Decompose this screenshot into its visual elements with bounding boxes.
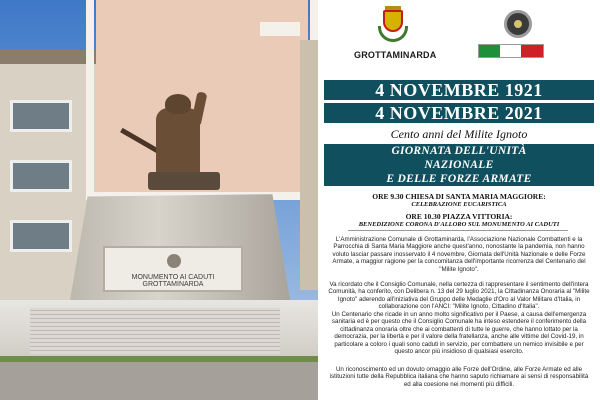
schedule-detail: CELEBRAZIONE EUCARISTICA <box>411 201 507 208</box>
centenary-subtitle: Cento anni del Milite Ignoto <box>390 127 528 141</box>
paragraph: L'Amministrazione Comunale di Grottaminarda, l'Associazione Nazionale Combattenti e la Parrocchia di Santa Maria Maggiore anche quest'anno, nonostante la pandemia, non hanno voluto lasciar passare inosservato il 4 novembre, Giornata dell'Unità Nazionale e delle Forze Armate, a maggior ragione per la concomitanza dell'importante ricorrenza del Centenario del "Milite Ignoto". <box>332 236 586 273</box>
schedule-heading: ORE 10.30 PIAZZA VITTORIA: <box>405 212 513 221</box>
combatants-seal-icon <box>504 10 532 38</box>
statue-base <box>148 172 220 190</box>
italian-flag-icon <box>478 44 544 58</box>
date-1921: 4 NOVEMBRE 1921 <box>324 80 594 100</box>
schedule-item <box>318 192 600 208</box>
monument-plaque <box>103 246 243 292</box>
poster-panel <box>318 0 600 400</box>
window <box>10 100 72 132</box>
schedule-item <box>318 212 600 228</box>
schedule-heading: ORE 9.30 CHIESA DI SANTA MARIA MAGGIORE: <box>372 192 546 201</box>
banner-line: E DELLE FORZE ARMATE <box>386 173 532 185</box>
schedule-detail: BENEDIZIONE CORONA D'ALLORO SUL MONUMENTO AI CADUTI <box>358 221 560 228</box>
window <box>10 160 72 192</box>
date-2021: 4 NOVEMBRE 2021 <box>324 103 594 123</box>
plaque-subtitle-text: GROTTAMINARDA <box>142 281 204 288</box>
plaque-title-text: MONUMENTO AI CADUTI <box>131 274 215 281</box>
paragraph: Un riconoscimento ed un dovuto omaggio alle Forze dell'Ordine, alle Forze Armate ed alle istituzioni tutte della Repubblica italiana che hanno saputo richiamare ai sensi di responsabilità ed alla coesione nei momenti più difficili. <box>329 366 589 388</box>
town-name: GROTTAMINARDA <box>354 50 437 60</box>
pavement <box>0 362 318 400</box>
plaque-emblem-icon <box>167 254 181 268</box>
banner-line: NAZIONALE <box>424 159 494 171</box>
window <box>10 220 72 252</box>
roof <box>0 50 96 64</box>
event-title-banner <box>324 144 594 186</box>
plaque-title <box>105 274 241 288</box>
banner-line: GIORNATA DELL'UNITÀ <box>391 145 527 157</box>
names-tablet <box>30 308 280 354</box>
building-right <box>300 40 318 290</box>
paragraph: Un Centenario che ricade in un anno molto significativo per il Paese, a causa dell'emergenza sanitaria ed è per questo che il Consiglio Comunale ha inteso estendere il conferimento della cittadinanza onoraria oltre che ai combattenti di tutte le guerre, che hanno lottato per la democrazia, per la libertà e per il valore della fratellanza, anche alle vittime del Covid-19, in particolare a coloro i quali sono caduti in servizio, per combattere un nemico invisibile e per questo ancor più insidioso di qualsiasi esercito. <box>331 311 587 356</box>
divider <box>348 230 568 231</box>
tower-ledge <box>260 22 300 36</box>
paragraph: Va ricordato che il Consiglio Comunale, nella certezza di rappresentare il sentimento dell'intera Comunità, ha conferito, con Delibera n. 13 del 29 luglio 2021, la Cittadinanza Onoraria al "Milite Ignoto" aderendo all'iniziativa del Gruppo delle Medaglie d'Oro al Valor Militare d'Italia, in collaborazione con l'ANCI: "Milite Ignoto, Cittadino d'Italia". <box>328 281 590 311</box>
town-crest-icon <box>378 6 408 42</box>
laurel <box>378 26 408 42</box>
statue-head <box>165 94 191 114</box>
